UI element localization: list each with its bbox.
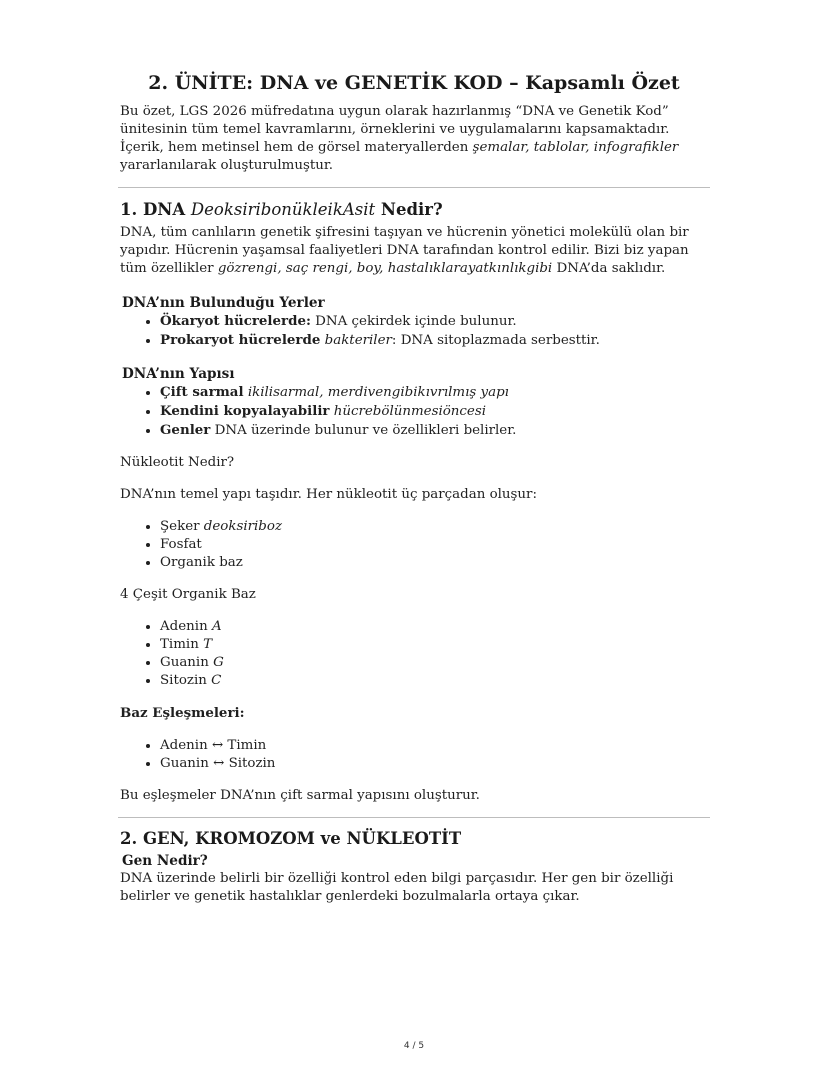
list-item: • Sitozin C [160,672,708,690]
list-item: • Şeker deoksiriboz [160,518,708,536]
list-item: • Adenin ↔ Timin [160,737,708,755]
nucleotide-description: DNA’nın temel yapı taşıdır. Her nükleotit üç parçadan oluşur: [120,487,537,502]
nucleotide-parts-list [120,518,708,572]
pairing-note: Bu eşleşmeler DNA’nın çift sarmal yapısını oluşturur. [120,788,480,803]
list-item: • Organik baz [160,554,708,572]
bases-title: 4 Çeşit Organik Baz [120,587,256,602]
document-page [120,70,708,906]
intro-math: şemalar, tablolar, infografikler [472,140,679,155]
list-item: • Prokaryot hücrelerde bakteriler: DNA sitoplazmada serbesttir. [160,331,708,350]
pairings-list [120,737,708,773]
pairing-title: Baz Eşleşmeleri: [120,705,245,721]
structure-list [120,383,708,440]
page-number: 4 / 5 [403,1041,425,1051]
page-title: 2. ÜNİTE: DNA ve GENETİK KOD – Kapsamlı Özet [148,72,680,94]
list-item: • Çift sarmal ikilisarmal, merdivengibikıvrılmış yapı [160,383,708,402]
gen-definition-paragraph: DNA üzerinde belirli bir özelliği kontrol eden bilgi parçasıdır. Her gen bir özelliği belirler ve genetik hastalıklar genlerdeki bozulmalarla ortaya çıkar. [120,871,674,904]
divider [118,817,710,818]
section2-heading: 2. GEN, KROMOZOM ve NÜKLEOTİT [120,829,462,848]
list-item: • Guanin G [160,654,708,672]
list-item: • Fosfat [160,536,708,554]
list-item: • Guanin ↔ Sitozin [160,755,708,773]
structure-heading: DNA’nın Yapısı [122,366,235,382]
nucleotide-title: Nükleotit Nedir? [120,455,235,470]
section1-heading: 1. DNA DeoksiribonükleikAsit Nedir? [120,200,443,219]
list-item: • Genler DNA üzerinde bulunur ve özellikleri belirler. [160,421,708,440]
intro-paragraph: Bu özet, LGS 2026 müfredatına uygun olarak hazırlanmış “DNA ve Genetik Kod” ünitesinin tüm temel kavramlarını, örneklerini ve uygulamalarını kapsamaktadır. İçerik, hem metinsel hem de görsel materyallerden şemalar, tablolar, infografikler yararlanılarak oluşturulmuştur. [120,104,679,173]
locations-list [120,312,708,350]
locations-heading: DNA’nın Bulunduğu Yerler [122,295,325,311]
dna-definition-paragraph: DNA, tüm canlıların genetik şifresini taşıyan ve hücrenin yönetici molekülü olan bir yapıdır. Hücrenin yaşamsal faaliyetleri DNA tarafından kontrol edilir. Bizi biz yapan tüm özellikler gözrengi, saç rengi, boy, hastalıklarayatkınlıkgibi DNA’da saklıdır. [120,225,689,276]
list-item: • Kendini kopyalayabilir hücrebölünmesiöncesi [160,402,708,421]
list-item: • Timin T [160,636,708,654]
gen-heading: Gen Nedir? [122,853,208,869]
list-item: • Adenin A [160,618,708,636]
list-item: • Ökaryot hücrelerde: DNA çekirdek içinde bulunur. [160,312,708,331]
divider [118,187,710,188]
bases-list [120,618,708,690]
